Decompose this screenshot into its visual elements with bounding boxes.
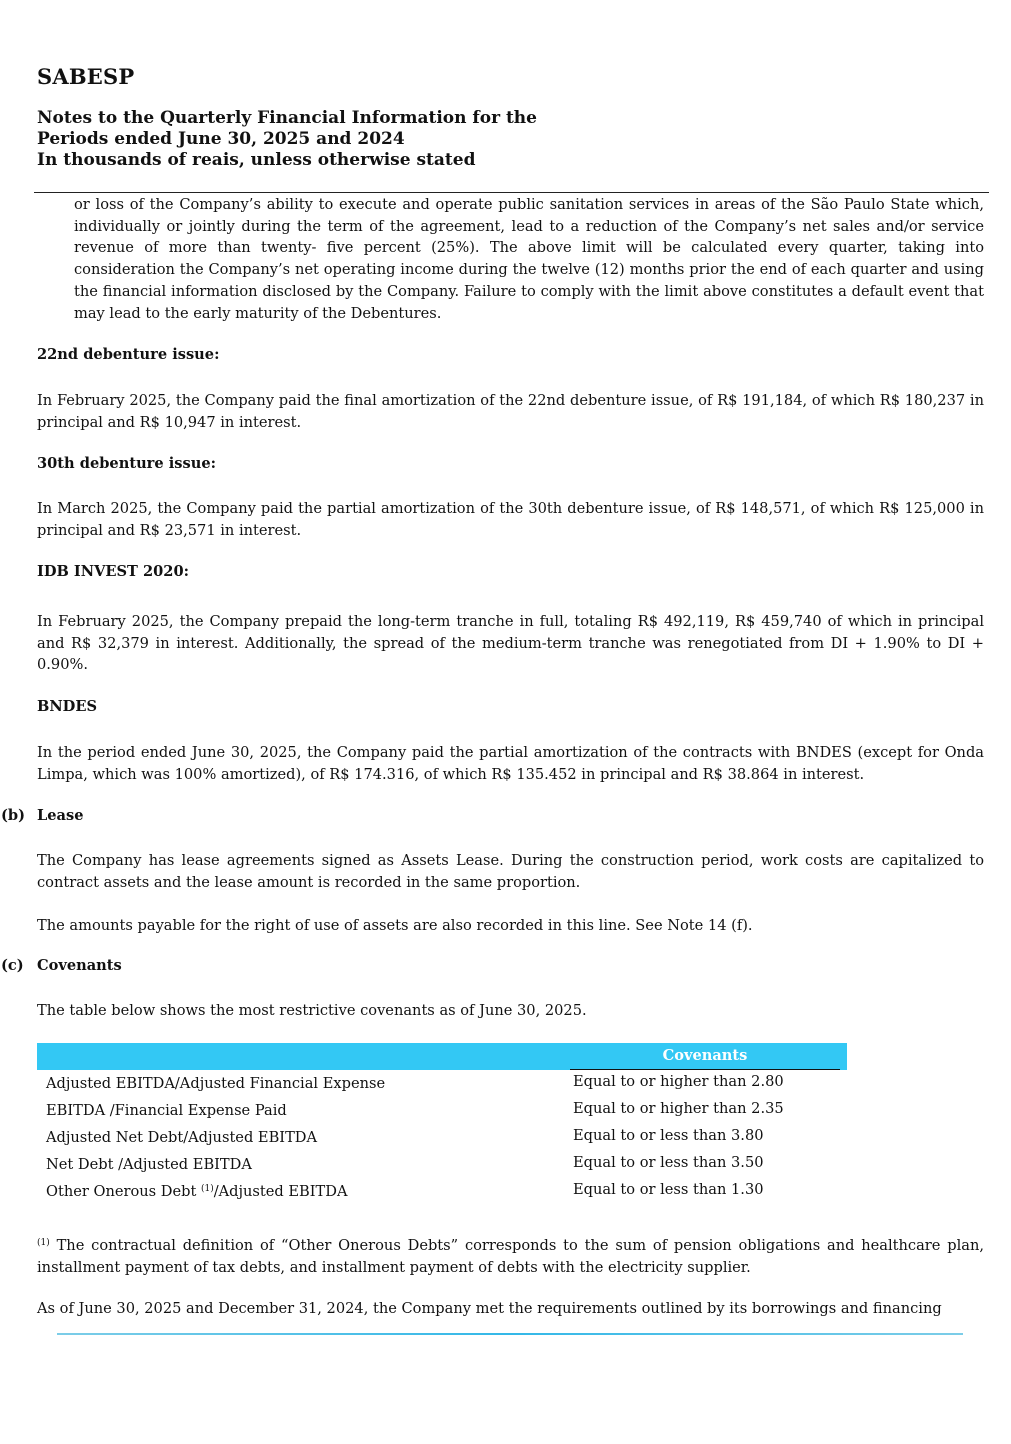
- section-label-c: (c): [1, 957, 24, 974]
- company-name: SABESP: [37, 64, 135, 89]
- covenant-requirement: Equal to or less than 3.50: [573, 1154, 764, 1171]
- table-row: [37, 1097, 847, 1124]
- footnote: [37, 1233, 984, 1278]
- footnote-marker: (1): [200, 1184, 214, 1194]
- lease-text-1: The Company has lease agreements signed as Assets Lease. During the construction period, work costs are capitalized to contract assets and the lease amount is recorded in the same proportion.: [37, 852, 984, 891]
- deb30-text: In March 2025, the Company paid the partial amortization of the 30th debenture issue, of R$ 148,571, of which R$ 125,000 in principal and R$ 23,571 in interest.: [37, 500, 984, 539]
- header-line-3: In thousands of reais, unless otherwise stated: [37, 150, 476, 170]
- covenants-table: [37, 1043, 847, 1205]
- covenant-metric: EBITDA /Financial Expense Paid: [46, 1102, 287, 1119]
- table-row: [37, 1124, 847, 1151]
- covenant-requirement: Equal to or less than 1.30: [573, 1181, 764, 1198]
- table-header-band: [37, 1043, 847, 1070]
- footnote-text: The contractual definition of “Other Onerous Debts” corresponds to the sum of pension obligations and healthcare plan, installment payment of tax debts, and installment payment of debts with the electricity supplier.: [37, 1237, 984, 1276]
- header-divider: [34, 192, 989, 193]
- header-line-1: Notes to the Quarterly Financial Information for the: [37, 108, 537, 128]
- covenant-metric: Adjusted Net Debt/Adjusted EBITDA: [46, 1129, 318, 1146]
- deb22-heading: 22nd debenture issue:: [37, 346, 220, 363]
- intro-paragraph: or loss of the Company’s ability to execute and operate public sanitation services in areas of the São Paulo State which, individually or jointly during the term of the agreement, lead to a reduction of the Company’s net sales and/or service revenue of more than twenty- five percent (25%). The above limit will be calculated every quarter, taking into consideration the Company’s net operating income during the twelve (12) months prior the end of each quarter and using the financial information disclosed by the Company. Failure to comply with the limit above constitutes a default event that may lead to the early maturity of the Debentures.: [74, 196, 984, 322]
- metric-prefix: Other Onerous Debt: [46, 1183, 201, 1200]
- deb22-text: In February 2025, the Company paid the final amortization of the 22nd debenture issue, of R$ 191,184, of which R$ 180,237 in principal and R$ 10,947 in interest.: [37, 392, 984, 431]
- covenant-requirement: Equal to or higher than 2.80: [573, 1073, 784, 1090]
- footnote-marker: (1): [37, 1238, 50, 1248]
- lease-heading: Lease: [37, 807, 84, 824]
- covenant-metric: Adjusted EBITDA/Adjusted Financial Expense: [46, 1075, 386, 1092]
- deb30-heading: 30th debenture issue:: [37, 455, 216, 472]
- idb-heading: IDB INVEST 2020:: [37, 563, 189, 580]
- table-row: [37, 1151, 847, 1178]
- table-row: [37, 1070, 847, 1097]
- covenant-metric: [46, 1183, 348, 1200]
- bndes-text: In the period ended June 30, 2025, the Company paid the partial amortization of the contracts with BNDES (except for Onda Limpa, which was 100% amortized), of R$ 174.316, of which R$ 135.452 in principal and R$ 38.864 in interest.: [37, 744, 984, 783]
- metric-suffix: /Adjusted EBITDA: [213, 1183, 348, 1200]
- covenants-heading: Covenants: [37, 957, 122, 974]
- footer-divider: [57, 1333, 963, 1335]
- idb-text: In February 2025, the Company prepaid the long-term tranche in full, totaling R$ 492,119, R$ 459,740 of which in principal and R$ 32,379 in interest. Additionally, the spread of the medium-term tranche was renegotiated from DI + 1.90% to DI + 0.90%.: [37, 613, 984, 674]
- section-label-b: (b): [1, 807, 26, 824]
- covenant-requirement: Equal to or less than 3.80: [573, 1127, 764, 1144]
- covenant-requirement: Equal to or higher than 2.35: [573, 1100, 784, 1117]
- lease-text-2: The amounts payable for the right of use of assets are also recorded in this line. See Note 14 (f).: [37, 917, 753, 934]
- closing-text: As of June 30, 2025 and December 31, 2024, the Company met the requirements outlined by its borrowings and financing: [37, 1300, 942, 1317]
- table-row: [37, 1178, 847, 1205]
- document-header: [37, 108, 537, 171]
- bndes-heading: BNDES: [37, 698, 97, 715]
- covenant-metric: Net Debt /Adjusted EBITDA: [46, 1156, 252, 1173]
- covenants-column-header: Covenants: [662, 1047, 748, 1064]
- header-line-2: Periods ended June 30, 2025 and 2024: [37, 129, 405, 149]
- covenants-intro: The table below shows the most restrictive covenants as of June 30, 2025.: [37, 1002, 587, 1019]
